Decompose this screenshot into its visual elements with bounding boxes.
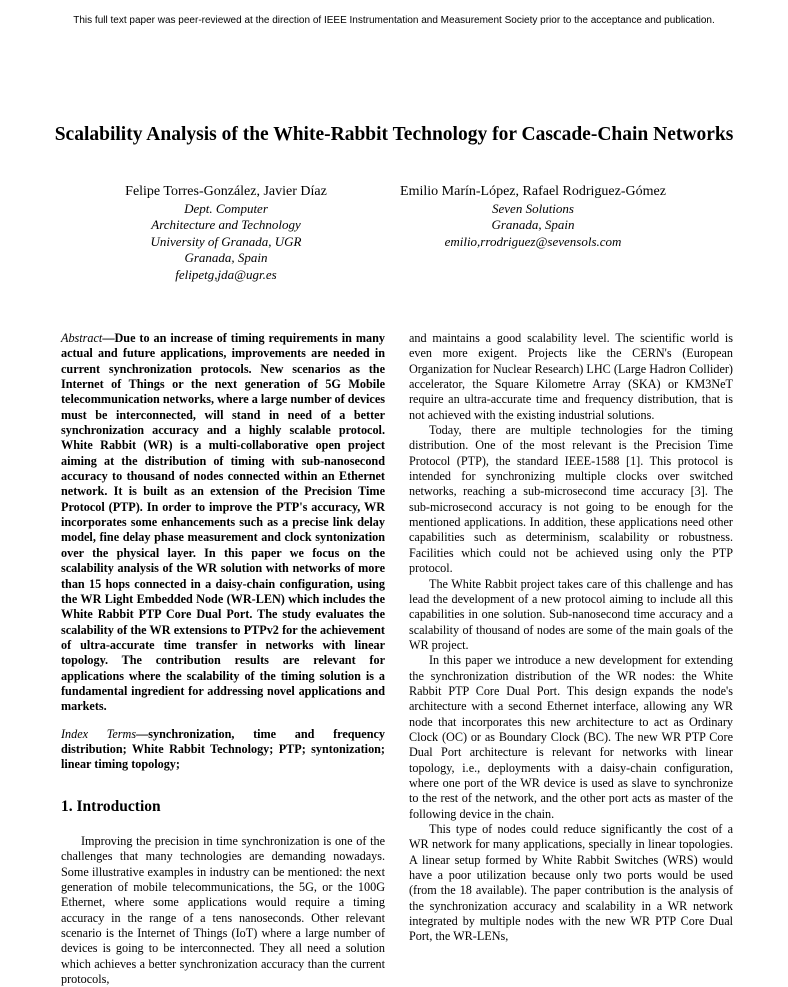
paper-title: Scalability Analysis of the White-Rabbit Technology for Cascade-Chain Networks bbox=[54, 124, 734, 145]
index-terms-text: —synchronization, time and frequency distribution; White Rabbit Technology; PTP; syntonization; linear timing topology; bbox=[61, 726, 385, 772]
author-email: emilio,rrodriguez@sevensols.com bbox=[444, 233, 622, 249]
body-paragraph: In this paper we introduce a new development for extending the synchronization distribution of the WR nodes: the White Rabbit PTP Core Dual Port. This design expands the node's architecture with a second Ethernet interface, allowing any WR node that incorporates this new architecture to act as Ordinary Clock (OC) or as Boundary Clock (BC). The new WR PTP Core Dual Port architecture is relevant for networks with linear topology, i.e., deployments with a daisy-chain configuration, where one port of the WR device is used as slave to synchronize to the rest of the network, and the other port acts as master of the following device in the chain. bbox=[409, 653, 733, 821]
author-block-2 bbox=[372, 184, 694, 250]
body-paragraph: Today, there are multiple technologies for the timing distribution. One of the most relevant is the Precision Time Protocol (PTP), the standard IEEE-1588 [1]. This protocol is intended for synchronizing multiple clocks over switched networks, reaching a sub-microsecond time accuracy [3]. The sub-microsecond accuracy is not going to be enough for the mentioned applications. In addition, these applications need other capabilities such as determinism, scalability or robustness. Facilities which could not be achieved using only the PTP protocol. bbox=[409, 423, 733, 576]
body-paragraph: This type of nodes could reduce significantly the cost of a WR network for many applications, specially in linear topologies. A linear setup formed by White Rabbit Switches (WRS) would have a poor utilization because only two ports would be used (from the 18 available). The paper contribution is the analysis of the synchronization accuracy and scalability in a WR network integrated by multiple nodes with the new WR PTP Core Dual Port, the WR-LENs, bbox=[409, 822, 733, 944]
author-affiliation-line: Dept. Computer bbox=[184, 200, 268, 216]
author-block-1 bbox=[88, 184, 364, 283]
body-paragraph: and maintains a good scalability level. The scientific world is even more exigent. Projects like the CERN's (European Organization for Nuclear Research) LHC (Large Hadron Collider) accelerator, the Square Kilometre Array (SKA) or KM3NeT require an ultra-accurate time and frequency distribution, that is not achieved with the existing industrial solutions. bbox=[409, 331, 733, 422]
author-affiliation-line: Granada, Spain bbox=[491, 217, 575, 232]
abstract-text: —Due to an increase of timing requirements in many actual and future applications, improvements are needed in current synchronization protocols. New scenarios as the Internet of Things or the next generation of 5G Mobile telecommunication networks, where a large number of devices must be interconnected, will stand in need of a better synchronization accuracy and a highly scalable protocol. White Rabbit (WR) is a multi-collaborative open project aiming at the distribution of timing with sub-nanosecond accuracy to thousand of nodes connected within an Ethernet network. It is built as an extension of the Precision Time Protocol (PTP). In order to improve the PTP's accuracy, WR incorporates some enhancements such as a precise link delay model, fine delay phase measurement and clock syntonization over the physical layer. In this paper we focus on the scalability analysis of the WR solution with networks of more than 15 hops connected in a daisy-chain configuration, using the WR Light Embedded Node (WR-LEN) which includes the White Rabbit PTP Core Dual Port. The study evaluates the scalability of the WR extensions to PTPv2 for the achievement of ultra-accurate time transfer in networks with linear topology. The contribution results are relevant for applications where the scalability of the timing solution is a fundamental ingredient for addressing novel applications and markets. bbox=[61, 331, 385, 714]
right-column bbox=[409, 331, 733, 945]
abstract-lead: Abstract bbox=[61, 331, 103, 345]
index-terms bbox=[61, 727, 385, 773]
left-column bbox=[61, 331, 385, 987]
body-paragraph: Improving the precision in time synchronization is one of the challenges that many technologies are demanding nowadays. Some illustrative examples in industry can be mentioned: the next generation of mobile telecommunications, the 5G, or the 100G Ethernet, where some applications would require a timing accuracy in the range of a tens nanoseconds. Other relevant scenario is the Internet of Things (IoT) where a large number of devices is going to be interconnected. They all need a solution which achieves a better synchronization accuracy than the current protocols, bbox=[61, 833, 385, 987]
author-names: Felipe Torres-González, Javier Díaz bbox=[125, 184, 327, 199]
abstract bbox=[61, 331, 385, 715]
peer-review-notice: This full text paper was peer-reviewed at the direction of IEEE Instrumentation and Measurement Society prior to the acceptance and publication. bbox=[73, 15, 715, 26]
author-names: Emilio Marín-López, Rafael Rodriguez-Gómez bbox=[400, 184, 666, 199]
index-terms-lead: Index Terms bbox=[61, 726, 137, 741]
body-paragraph: The White Rabbit project takes care of this challenge and has lead the development of a new protocol aiming to include all this capabilities in one solution. Sub-nanosecond time accuracy and a scalability of thousand of nodes are some of the main goals of the WR project. bbox=[409, 576, 733, 652]
author-affiliation-line: Architecture and Technology bbox=[151, 217, 301, 232]
section-heading-introduction: 1. Introduction bbox=[61, 797, 161, 815]
author-affiliation-line: Granada, Spain bbox=[184, 250, 268, 265]
author-affiliation-line: Seven Solutions bbox=[492, 200, 574, 216]
author-affiliation-line: University of Granada, UGR bbox=[150, 233, 302, 249]
author-email: felipetg,jda@ugr.es bbox=[175, 266, 277, 282]
